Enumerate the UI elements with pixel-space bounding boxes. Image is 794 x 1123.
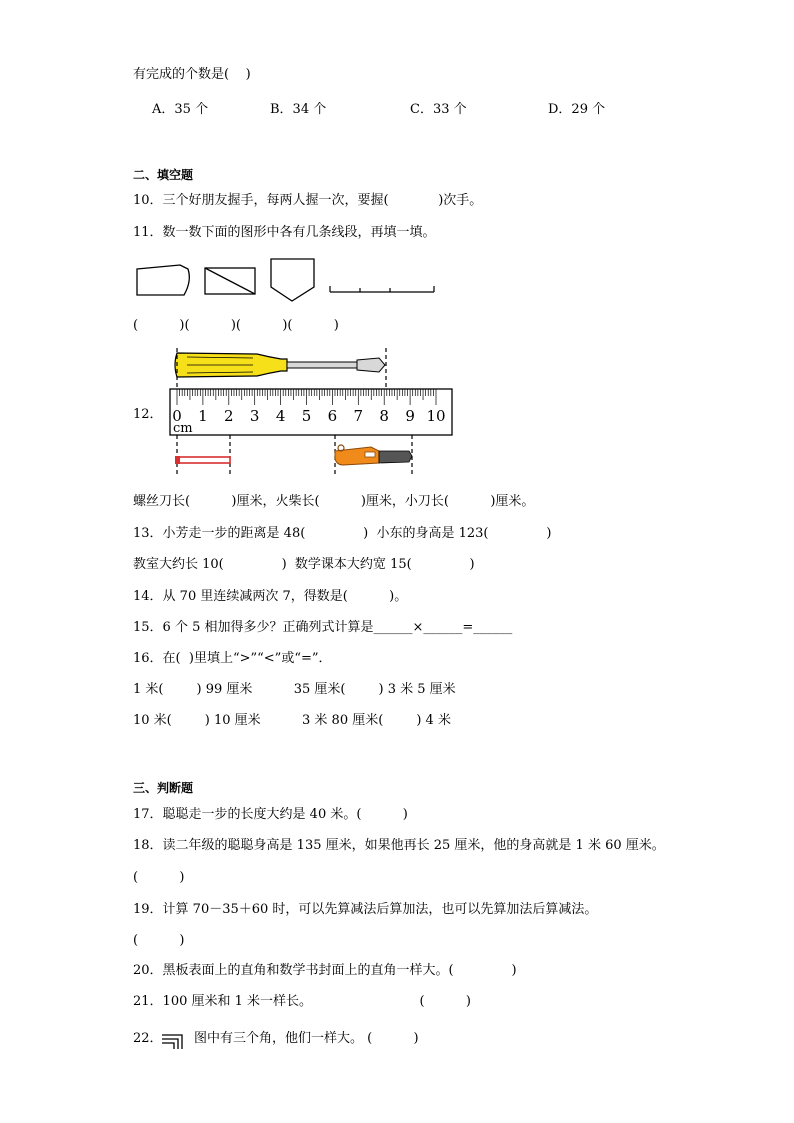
q16-row-2: 10 米( ) 10 厘米 3 米 80 厘米( ) 4 米 bbox=[133, 713, 451, 728]
section-title-judge: 三、判断题 bbox=[133, 781, 194, 795]
ruler-label: 1 bbox=[198, 407, 208, 425]
question-20: 20．黑板表面上的直角和数学书封面上的直角一样大。( ) bbox=[133, 963, 517, 978]
question-14: 14．从 70 里连续减两次 7，得数是( )。 bbox=[133, 589, 408, 604]
question-19: 19．计算 70－35＋60 时，可以先算减法后算加法，也可以先算加法后算减法。 bbox=[133, 902, 598, 917]
q19-blank[interactable]: ( ) bbox=[133, 933, 185, 948]
ruler-label: 4 bbox=[275, 407, 286, 425]
q12-answer: 螺丝刀长( )厘米，火柴长( )厘米，小刀长( )厘米。 bbox=[133, 494, 535, 509]
angle-figure-icon bbox=[160, 1031, 186, 1051]
question-12-number: 12． bbox=[133, 407, 163, 422]
q11-answer-blanks[interactable]: ( )( )( )( ) bbox=[133, 318, 339, 333]
question-13-b: 教室大约长 10( ) 数学课本大约宽 15( ) bbox=[133, 557, 475, 572]
ruler-label: 8 bbox=[379, 407, 389, 425]
ruler-label: 7 bbox=[353, 407, 364, 425]
question-21: 21．100 厘米和 1 米一样长。 ( ) bbox=[133, 994, 471, 1009]
question-16: 16．在( )里填上“>”“<”或“=”． bbox=[133, 651, 332, 666]
question-17: 17．聪聪走一步的长度大约是 40 米。( ) bbox=[133, 807, 408, 822]
figure-segment-line bbox=[330, 286, 434, 292]
q9-option-a[interactable]: A．35 个 bbox=[152, 102, 209, 117]
q9-option-d[interactable]: D．29 个 bbox=[548, 102, 606, 117]
q9-option-c[interactable]: C．33 个 bbox=[410, 102, 467, 117]
ruler-unit-label: cm bbox=[173, 421, 193, 436]
question-22-number: 22． bbox=[133, 1031, 163, 1046]
question-11: 11．数一数下面的图形中各有几条线段，再填一填。 bbox=[133, 225, 436, 240]
figure-pentagon-house bbox=[271, 259, 314, 301]
match-image bbox=[175, 456, 230, 464]
q16-row-1: 1 米( ) 99 厘米 35 厘米( ) 3 米 5 厘米 bbox=[133, 682, 456, 697]
q12-measure-figure bbox=[165, 343, 465, 478]
section-title-fill-blank: 二、填空题 bbox=[133, 168, 194, 182]
question-13-a: 13．小芳走一步的距离是 48( ) 小东的身高是 123( ) bbox=[133, 526, 552, 541]
ruler-label: 10 bbox=[426, 407, 446, 425]
ruler-label: 2 bbox=[224, 407, 234, 425]
ruler-label: 6 bbox=[327, 407, 338, 425]
question-10: 10．三个好朋友握手，每两人握一次，要握( )次手。 bbox=[133, 193, 483, 208]
ruler-label: 5 bbox=[301, 407, 312, 425]
figure-pentagon-irregular bbox=[137, 265, 189, 295]
ruler-label: 9 bbox=[405, 407, 415, 425]
ruler-label: 0 bbox=[172, 407, 182, 425]
q11-figures bbox=[130, 255, 450, 305]
question-15: 15．6 个 5 相加得多少？正确列式计算是______×______=______ bbox=[133, 620, 513, 635]
knife-image bbox=[335, 445, 412, 465]
screwdriver-image bbox=[175, 353, 385, 377]
question-22-text: 图中有三个角，他们一样大。 ( ) bbox=[194, 1031, 419, 1046]
q9-tail: 有完成的个数是( ) bbox=[133, 67, 251, 82]
figure-rectangle-diagonal bbox=[205, 268, 255, 294]
ruler-label: 3 bbox=[249, 407, 260, 425]
q18-blank[interactable]: ( ) bbox=[133, 870, 185, 885]
question-18: 18．读二年级的聪聪身高是 135 厘米，如果他再长 25 厘米，他的身高就是 1 米 60 厘米。 bbox=[133, 838, 665, 853]
q9-option-b[interactable]: B．34 个 bbox=[270, 102, 327, 117]
